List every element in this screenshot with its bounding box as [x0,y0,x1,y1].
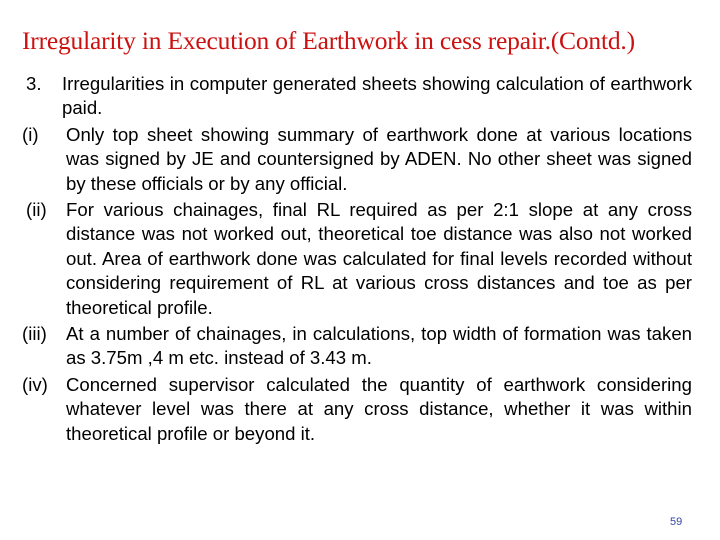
slide-body [22,72,692,448]
item-marker: (ii) [26,199,47,221]
item-text: At a number of chainages, in calculations, top width of formation was taken as 3.75m ,4 m etc. instead of 3.43 m. [66,323,692,369]
list-item [22,123,692,196]
list-item [22,373,692,446]
list-item [22,322,692,371]
item-marker: (i) [22,123,39,145]
page-number: 59 [670,516,683,528]
list-item [26,198,692,320]
item-text: Concerned supervisor calculated the quantity of earthwork considering whatever level was there at any cross distance, whether it was within theoretical profile or beyond it. [66,373,692,444]
item-text: Only top sheet showing summary of earthwork done at various locations was signed by JE and countersigned by ADEN. No other sheet was signed by these officials or by any official. [66,123,692,194]
item-marker: (iv) [22,373,48,395]
slide-title: Irregularity in Execution of Earthwork in cess repair.(Contd.) [22,26,635,55]
item-marker: 3. [26,73,42,94]
list-item [26,72,692,121]
item-text: For various chainages, final RL required as per 2:1 slope at any cross distance was not worked out, theoretical toe distance was also not worked out. Area of earthwork done was calculated for final levels recorded without considering requirement of RL at various cross distances and toe as per theoretical profile. [66,199,692,318]
item-marker: (iii) [22,323,47,345]
item-text: Irregularities in computer generated sheets showing calculation of earthwork paid. [62,73,692,119]
